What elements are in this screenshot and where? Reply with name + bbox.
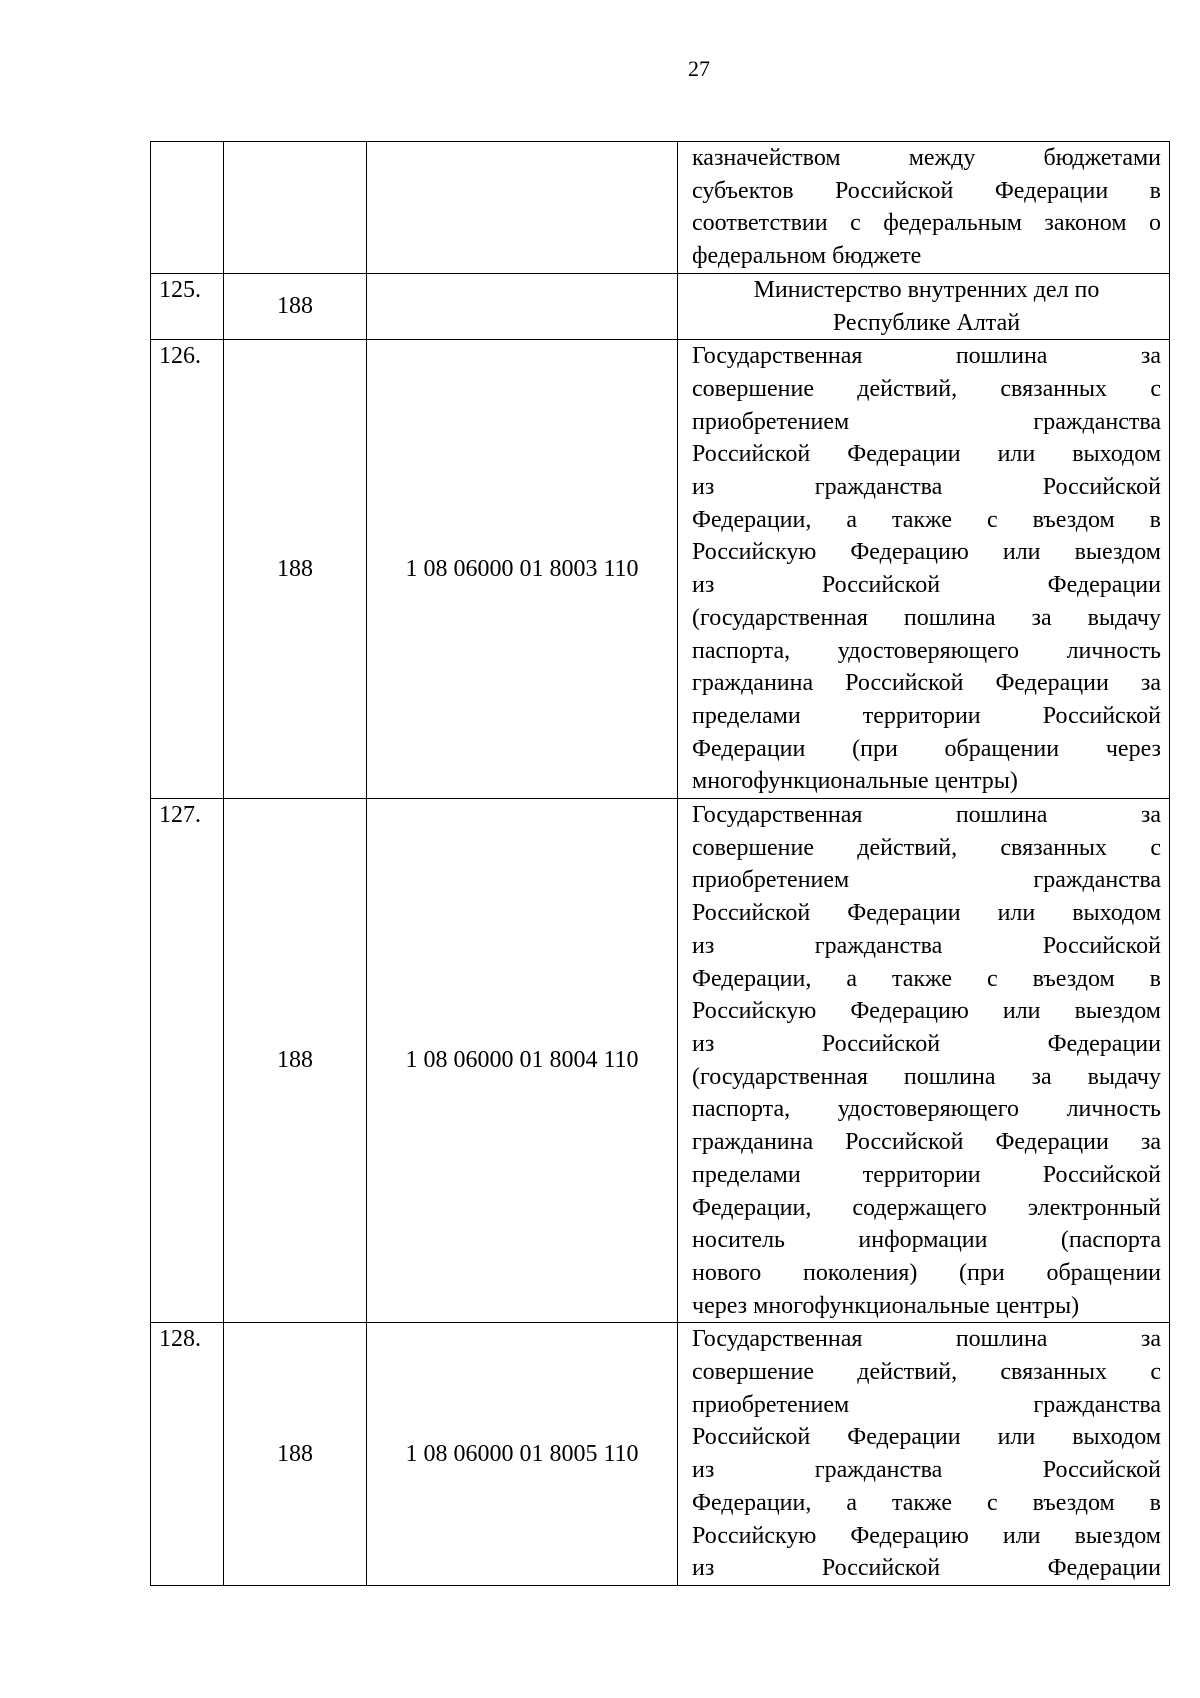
description-line: гражданина Российской Федерации за bbox=[692, 670, 1161, 697]
description-line: паспорта, удостоверяющего личность bbox=[692, 1096, 1161, 1123]
description-line: Российской Федерации или выходом bbox=[692, 900, 1161, 927]
description-text bbox=[692, 142, 1161, 273]
revenue-code-cell bbox=[367, 340, 678, 799]
row-number-cell bbox=[151, 340, 224, 799]
description-line: (государственная пошлина за выдачу bbox=[692, 604, 1161, 631]
description-line: совершение действий, связанных с bbox=[692, 1359, 1161, 1386]
description-text bbox=[692, 274, 1161, 339]
description-line: соответствии с федеральным законом о bbox=[692, 210, 1161, 237]
description-line: Федерации, а также с въездом в bbox=[692, 965, 1161, 992]
administrator-code: 188 bbox=[277, 293, 313, 320]
description-line: из Российской Федерации bbox=[692, 1555, 1161, 1582]
table-row bbox=[151, 273, 1170, 339]
description-cell bbox=[678, 799, 1170, 1323]
revenue-code-cell bbox=[367, 142, 678, 274]
description-cell bbox=[678, 273, 1170, 339]
row-number: 125. bbox=[159, 276, 201, 303]
row-number: 128. bbox=[159, 1326, 201, 1353]
revenue-code: 1 08 06000 01 8005 110 bbox=[405, 1440, 639, 1467]
description-line: из гражданства Российской bbox=[692, 474, 1161, 501]
description-line: из Российской Федерации bbox=[692, 1030, 1161, 1057]
description-line: (государственная пошлина за выдачу bbox=[692, 1063, 1161, 1090]
row-number-cell bbox=[151, 273, 224, 339]
description-cell bbox=[678, 340, 1170, 799]
description-line: Государственная пошлина за bbox=[692, 802, 1161, 829]
table-row bbox=[151, 1323, 1170, 1586]
description-line: пределами территории Российской bbox=[692, 702, 1161, 729]
administrator-code-cell bbox=[224, 142, 367, 274]
description-line: паспорта, удостоверяющего личность bbox=[692, 637, 1161, 664]
description-line: федеральном бюджете bbox=[692, 243, 922, 270]
description-line: из Российской Федерации bbox=[692, 572, 1161, 599]
description-line: казначейством между бюджетами bbox=[692, 145, 1161, 171]
administrator-code: 188 bbox=[277, 1047, 313, 1074]
description-line: Федерации (при обращении через bbox=[692, 735, 1161, 762]
row-number: 127. bbox=[159, 802, 201, 829]
row-number-cell bbox=[151, 142, 224, 274]
description-line: совершение действий, связанных с bbox=[692, 834, 1161, 861]
description-line: Российскую Федерацию или выездом bbox=[692, 998, 1161, 1025]
description-line: многофункциональные центры) bbox=[692, 768, 1018, 795]
description-line: из гражданства Российской bbox=[692, 1457, 1161, 1484]
administrator-code: 188 bbox=[277, 1440, 313, 1467]
table-row bbox=[151, 142, 1170, 274]
description-line: приобретением гражданства bbox=[692, 867, 1161, 894]
description-line: носитель информации (паспорта bbox=[692, 1227, 1161, 1254]
row-number: 126. bbox=[159, 343, 201, 370]
description-line: гражданина Российской Федерации за bbox=[692, 1129, 1161, 1156]
budget-codes-table bbox=[150, 141, 1170, 1586]
administrator-code-cell bbox=[224, 1323, 367, 1586]
table-body bbox=[151, 142, 1170, 1586]
description-line: приобретением гражданства bbox=[692, 408, 1161, 435]
table-row bbox=[151, 799, 1170, 1323]
description-line: из гражданства Российской bbox=[692, 932, 1161, 959]
description-line: через многофункциональные центры) bbox=[692, 1292, 1080, 1319]
description-line: Российской Федерации или выходом bbox=[692, 1424, 1161, 1451]
revenue-code: 1 08 06000 01 8003 110 bbox=[405, 555, 639, 582]
row-number-cell bbox=[151, 1323, 224, 1586]
description-line: Республике Алтай bbox=[832, 309, 1021, 336]
table-row bbox=[151, 340, 1170, 799]
row-number-cell bbox=[151, 799, 224, 1323]
revenue-code-cell bbox=[367, 273, 678, 339]
page-number: 27 bbox=[688, 56, 710, 81]
description-line: Российской Федерации или выходом bbox=[692, 441, 1161, 468]
description-line: пределами территории Российской bbox=[692, 1161, 1161, 1188]
description-line: Федерации, а также с въездом в bbox=[692, 506, 1161, 533]
administrator-code-cell bbox=[224, 273, 367, 339]
revenue-code: 1 08 06000 01 8004 110 bbox=[405, 1047, 639, 1074]
description-text bbox=[692, 1323, 1161, 1585]
description-line: Государственная пошлина за bbox=[692, 1326, 1161, 1353]
description-line: нового поколения) (при обращении bbox=[692, 1259, 1161, 1286]
description-cell bbox=[678, 1323, 1170, 1586]
description-line: совершение действий, связанных с bbox=[692, 375, 1161, 402]
description-line: Российскую Федерацию или выездом bbox=[692, 1522, 1161, 1549]
description-text bbox=[692, 340, 1161, 798]
description-line: Федерации, содержащего электронный bbox=[692, 1194, 1161, 1221]
administrator-code-cell bbox=[224, 340, 367, 799]
description-text bbox=[692, 799, 1161, 1322]
administrator-code: 188 bbox=[277, 555, 313, 582]
description-line: Российскую Федерацию или выездом bbox=[692, 539, 1161, 566]
revenue-code-cell bbox=[367, 799, 678, 1323]
description-line: Федерации, а также с въездом в bbox=[692, 1489, 1161, 1516]
description-line: приобретением гражданства bbox=[692, 1391, 1161, 1418]
description-cell bbox=[678, 142, 1170, 274]
description-line: субъектов Российской Федерации в bbox=[692, 177, 1161, 204]
description-line: Государственная пошлина за bbox=[692, 343, 1161, 370]
administrator-code-cell bbox=[224, 799, 367, 1323]
description-line: Министерство внутренних дел по bbox=[753, 276, 1100, 303]
revenue-code-cell bbox=[367, 1323, 678, 1586]
